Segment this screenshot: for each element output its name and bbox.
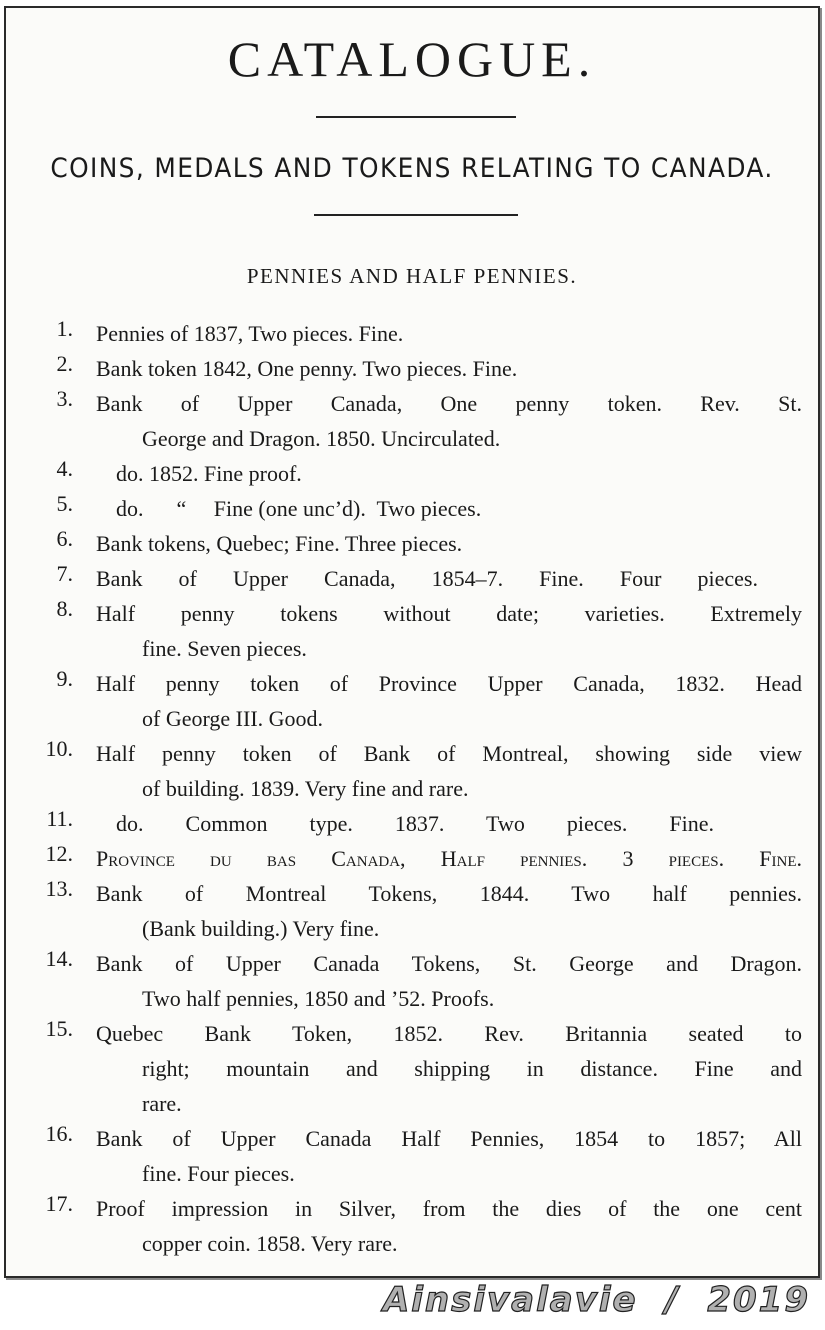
entry-line: rare. bbox=[142, 1091, 182, 1116]
entry-line: Bank of Montreal Tokens, 1844. Two half pennies. bbox=[96, 881, 802, 906]
entry-number: 3. bbox=[56, 386, 73, 411]
entry-number: 17. bbox=[45, 1191, 73, 1216]
entry-line: Quebec Bank Token, 1852. Rev. Britannia seated to bbox=[96, 1021, 802, 1046]
entry-line: Pennies of 1837, Two pieces. Fine. bbox=[96, 321, 404, 346]
entry-number: 5. bbox=[56, 491, 73, 516]
catalogue-entry bbox=[6, 491, 818, 526]
entry-line: do. 1852. Fine proof. bbox=[116, 461, 302, 486]
entry-line: fine. Seven pieces. bbox=[142, 636, 307, 661]
entry-line: Bank tokens, Quebec; Fine. Three pieces. bbox=[96, 531, 463, 556]
catalogue-entry bbox=[6, 526, 818, 561]
catalogue-entry bbox=[6, 666, 818, 736]
catalogue-entry bbox=[6, 806, 818, 841]
entry-line: Bank of Upper Canada, One penny token. Rev. St. bbox=[96, 391, 802, 416]
entry-number: 7. bbox=[56, 561, 73, 586]
entry-number: 10. bbox=[45, 736, 73, 761]
catalogue-entry bbox=[6, 386, 818, 456]
entry-line bbox=[96, 841, 802, 876]
catalogue-entry bbox=[6, 841, 818, 876]
catalogue-entry bbox=[6, 736, 818, 806]
entry-line: Bank token 1842, One penny. Two pieces. Fine. bbox=[96, 356, 518, 381]
page-title: CATALOGUE. bbox=[227, 31, 597, 87]
entry-line: of building. 1839. Very fine and rare. bbox=[142, 776, 469, 801]
catalogue-entry bbox=[6, 456, 818, 491]
catalogue-page bbox=[4, 6, 820, 1278]
catalogue-entry bbox=[6, 1191, 818, 1261]
entry-line: of George III. Good. bbox=[142, 706, 324, 731]
catalogue-entry bbox=[6, 876, 818, 946]
entry-number: 13. bbox=[45, 876, 73, 901]
entry-number: 16. bbox=[45, 1121, 73, 1146]
catalogue-subtitle: COINS, MEDALS AND TOKENS RELATING TO CANADA. bbox=[50, 153, 774, 184]
catalogue-entry bbox=[6, 596, 818, 666]
entry-number: 12. bbox=[45, 841, 73, 866]
entry-number: 8. bbox=[56, 596, 73, 621]
entry-line: Half penny token of Bank of Montreal, showing side view bbox=[96, 741, 802, 766]
entry-line: George and Dragon. 1850. Uncirculated. bbox=[142, 426, 501, 451]
entry-line: Half penny tokens without date; varieties. Extremely bbox=[96, 601, 802, 626]
watermark-signature: Ainsivalavie / 2019 bbox=[382, 1280, 810, 1320]
entry-line: do. Common type. 1837. Two pieces. Fine. bbox=[116, 811, 714, 836]
entry-number: 1. bbox=[56, 316, 73, 341]
entry-line: Proof impression in Silver, from the dies of the one cent bbox=[96, 1196, 802, 1221]
entry-line: Two half pennies, 1850 and ’52. Proofs. bbox=[142, 986, 495, 1011]
entry-line: do. “ Fine (one unc’d). Two pieces. bbox=[116, 496, 482, 521]
catalogue-entry bbox=[6, 1016, 818, 1121]
entry-number: 2. bbox=[56, 351, 73, 376]
entry-number: 11. bbox=[46, 806, 73, 831]
entry-line: fine. Four pieces. bbox=[142, 1161, 295, 1186]
entry-line: copper coin. 1858. Very rare. bbox=[142, 1231, 398, 1256]
catalogue-entry bbox=[6, 351, 818, 386]
entry-line: Bank of Upper Canada Half Pennies, 1854 to 1857; All bbox=[96, 1126, 802, 1151]
catalogue-entry bbox=[6, 946, 818, 1016]
entry-line: Bank of Upper Canada Tokens, St. George and Dragon. bbox=[96, 951, 802, 976]
entry-number: 6. bbox=[56, 526, 73, 551]
entry-line-text: Province du bas Canada, Half pennies. 3 pieces. Fine. bbox=[96, 846, 802, 871]
entry-number: 15. bbox=[45, 1016, 73, 1041]
entry-number: 9. bbox=[56, 666, 73, 691]
entry-line: Bank of Upper Canada, 1854–7. Fine. Four pieces. bbox=[96, 566, 758, 591]
subtitle-divider bbox=[314, 214, 518, 216]
entry-line: (Bank building.) Very fine. bbox=[142, 916, 380, 941]
title-divider bbox=[316, 116, 516, 118]
entry-line: Half penny token of Province Upper Canada, 1832. Head bbox=[96, 671, 802, 696]
entry-number: 14. bbox=[45, 946, 73, 971]
entry-number: 4. bbox=[56, 456, 73, 481]
catalogue-entry bbox=[6, 316, 818, 351]
catalogue-entry bbox=[6, 1121, 818, 1191]
catalogue-entries bbox=[6, 316, 818, 1261]
entry-line: right; mountain and shipping in distance. Fine and bbox=[142, 1056, 802, 1081]
section-heading: PENNIES AND HALF PENNIES. bbox=[246, 264, 578, 288]
catalogue-entry bbox=[6, 561, 818, 596]
